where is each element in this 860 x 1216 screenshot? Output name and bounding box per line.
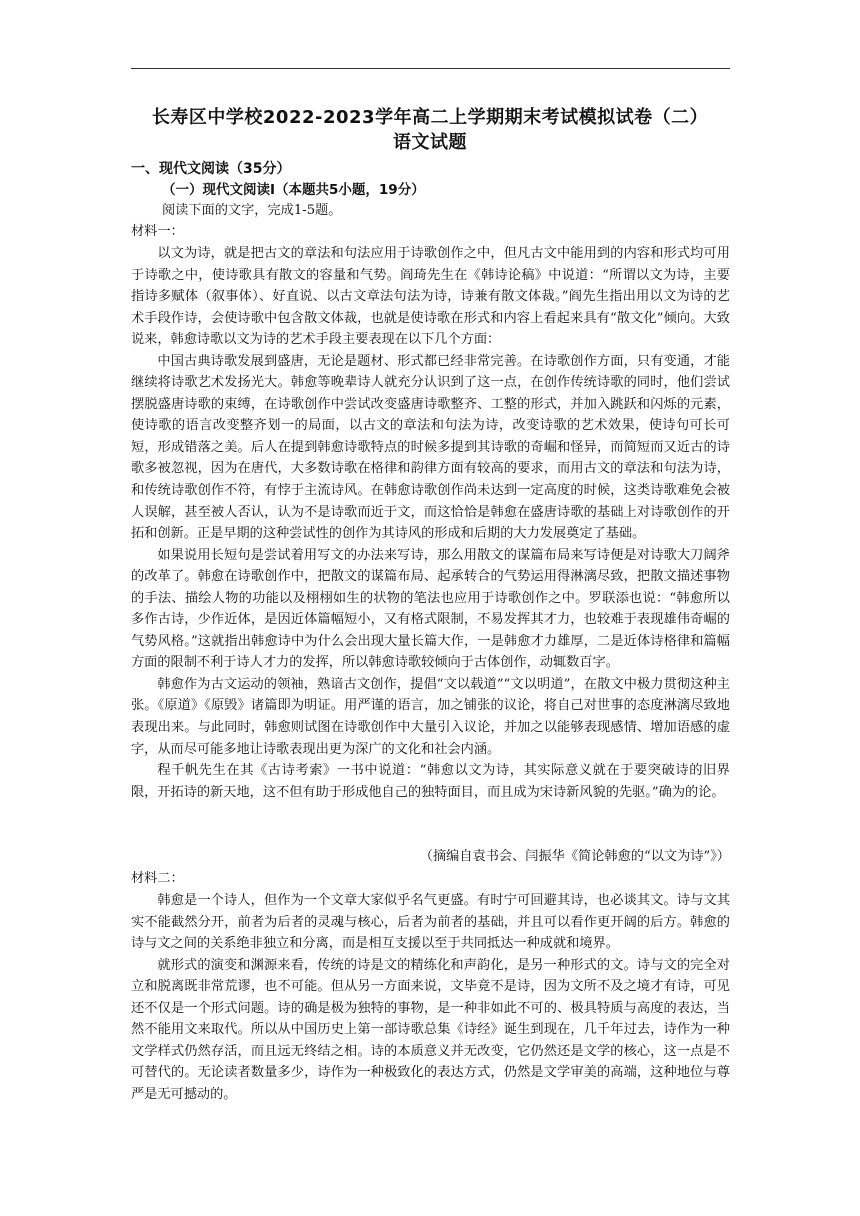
paragraph: 程千帆先生在其《古诗考索》一书中说道：“韩愈以文为诗，其实际意义就在于要突破诗的旧界限，开拓诗的新天地，这不但有助于形成他自己的独特面目，而且成为宋诗新风貌的先驱。”确为的论。 <box>131 763 730 800</box>
paragraph: 如果说用长短句是尝试着用写文的办法来写诗，那么用散文的谋篇布局来写诗便是对诗歌大刀阔斧的改革了。韩愈在诗歌创作中，把散文的谋篇布局、起承转合的气势运用得淋漓尽致，把散文描述事物的手法、描绘人物的功能以及栩栩如生的状物的笔法也应用于诗歌创作之中。罗联添也说：“韩愈所以多作古诗，少作近体，是因近体篇幅短小，又有格式限制，不易发挥其才力，也较难于表现雄伟奇崛的气势风格。”这就指出韩愈诗中为什么会出现大量长篇大作，一是韩愈才力雄厚，二是近体诗格律和篇幅方面的限制不利于诗人才力的发挥，所以韩愈诗歌较倾向于古体创作，动辄数百字。 <box>131 547 730 671</box>
paragraph: 就形式的演变和渊源来看，传统的诗是文的精练化和声韵化，是另一种形式的文。诗与文的完全对立和脱离既非常荒谬，也不可能。但从另一方面来说，文毕竟不是诗，因为文所不及之境才有诗，可见还不仅是一个形式问题。诗的确是极为独特的事物，是一种非如此不可的、极具特质与高度的表达，当然不能用文来取代。所以从中国历史上第一部诗歌总集《诗经》诞生到现在，几千年过去，诗作为一种文学样式仍然存活，而且远无终结之相。诗的本质意义并无改变，它仍然还是文学的核心，这一点是不可替代的。无论读者数量多少，诗作为一种极致化的表达方式，仍然是文学审美的高端，这种地位与尊严是无可撼动的。 <box>131 957 730 1102</box>
subject-title: 语文试题 <box>393 132 467 153</box>
paragraph: 韩愈是一个诗人，但作为一个文章大家似乎名气更盛。有时宁可回避其诗，也必谈其文。诗与文其实不能截然分开，前者为后者的灵魂与核心，后者为前者的基础，并且可以看作更开阔的后方。韩愈的诗与文之间的关系绝非独立和分离，而是相互支援以至于共同抵达一种成就和境界。 <box>131 893 730 952</box>
section-heading: 一、现代文阅读（35分） <box>131 161 291 177</box>
exam-title: 长寿区中学校2022-2023学年高二上学期期末考试模拟试卷（二） <box>151 107 709 128</box>
material1-body <box>131 243 730 803</box>
header-rule <box>131 68 730 69</box>
material1-label: 材料一： <box>131 224 184 239</box>
material2-label: 材料二： <box>131 871 184 886</box>
paragraph: 中国古典诗歌发展到盛唐，无论是题材、形式都已经非常完善。在诗歌创作方面，只有变通，才能继续将诗歌艺术发扬光大。韩愈等晚辈诗人就充分认识到了这一点，在创作传统诗歌的同时，他们尝试摆脱盛唐诗歌的束缚，在诗歌创作中尝试改变盛唐诗歌整齐、工整的形式，并加入跳跃和闪烁的元素，使诗歌的语言改变整齐划一的局面，以古文的章法和句法为诗，改变诗歌的艺术效果，使诗句可长可短，形成错落之美。后人在提到韩愈诗歌特点的时候多提到其诗歌的奇崛和怪异，而简短而又近古的诗歌多被忽视，因为在唐代，大多数诗歌在格律和韵律方面有较高的要求，而用古文的章法和句法为诗，和传统诗歌创作不符，有悖于主流诗风。在韩愈诗歌创作尚未达到一定高度的时候，这类诗歌难免会被人误解，甚至被人否认，认为不是诗歌而近于文，而这恰恰是韩愈在盛唐诗歌的基础上对诗歌创作的开拓和创新。正是早期的这种尝试性的创作为其诗风的形成和后期的大力发展奠定了基础。 <box>131 353 730 542</box>
paragraph: 以文为诗，就是把古文的章法和句法应用于诗歌创作之中，但凡古文中能用到的内容和形式均可用于诗歌之中，使诗歌具有散文的容量和气势。阎琦先生在《韩诗论稿》中说道：“所谓以文为诗，主要指诗多赋体（叙事体）、好直说、以古文章法句法为诗，诗兼有散文体裁。”阎先生指出用以文为诗的艺术手段作诗，会使诗歌中包含散文体裁，也就是使诗歌在形式和内容上看起来具有“散文化”倾向。大致说来，韩愈诗歌以文为诗的艺术手段主要表现在以下几个方面： <box>131 246 730 348</box>
instruction-text: 阅读下面的文字，完成1-5题。 <box>162 203 342 218</box>
material1-source: （摘编自袁书会、闫振华《简论韩愈的“以文为诗”》） <box>419 849 730 864</box>
paragraph: 韩愈作为古文运动的领袖，熟谙古文创作，提倡“文以载道”“文以明道”，在散文中极力贯彻这种主张。《原道》《原毁》诸篇即为明证。用严谨的语言，加之铺张的议论，将自己对世事的态度淋漓尽致地表现出来。与此同时，韩愈则试图在诗歌创作中大量引入议论，并加之以能够表现感情、增加语感的虚字，从而尽可能多地让诗歌表现出更为深广的文化和社会内涵。 <box>131 676 730 757</box>
material2-body <box>131 890 730 1105</box>
subsection-heading: （一）现代文阅读Ⅰ（本题共5小题，19分） <box>162 182 425 198</box>
